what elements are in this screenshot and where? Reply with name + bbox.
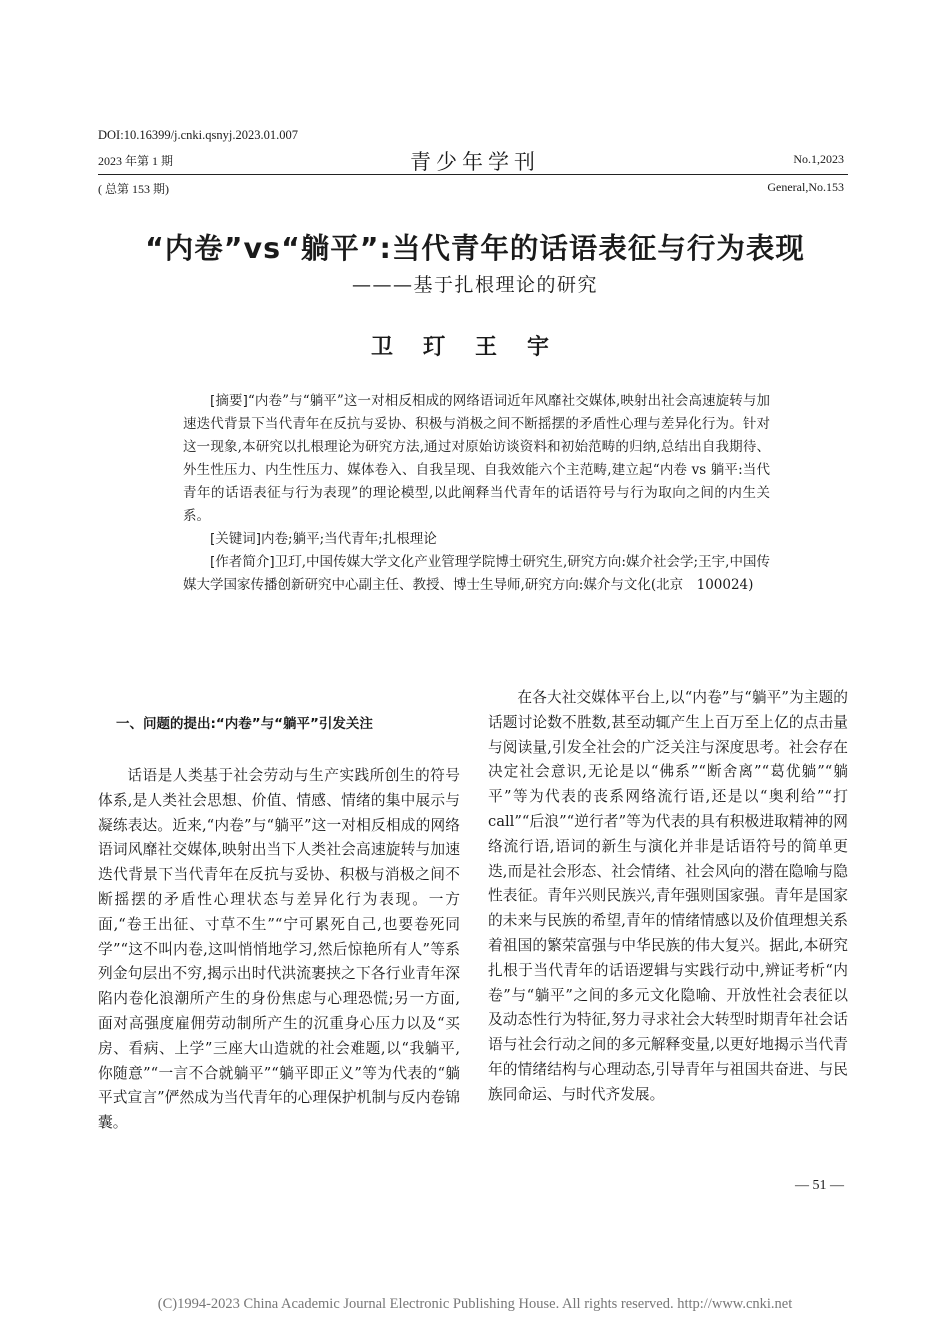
keywords-paragraph — [183, 528, 770, 551]
abstract-text: “内卷”与“躺平”这一对相反相成的网络语词近年风靡社交媒体,映射出社会高速旋转与加速迭代背景下当代青年在反抗与妥协、积极与消极之间不断摇摆的矛盾性心理与差异化行为。针对这一现象,本研究以扎根理论为研究方法,通过对原始访谈资料和初始范畴的归纳,总结出自我期待、外生性压力、内生性压力、媒体卷入、自我呈现、自我效能六个主范畴,建立起“内卷 vs 躺平:当代青年的话语表征与行为表现”的理论模型,以此阐释当代青年的话语符号与行为取向之间的内生关系。 — [183, 393, 770, 524]
issue-right: No.1,2023 — [793, 152, 844, 166]
article-subtitle: ———基于扎根理论的研究 — [351, 274, 598, 296]
article-authors: 卫玎王宇 — [370, 334, 579, 360]
abstract-label: [摘要] — [210, 393, 248, 409]
keywords-label: [关键词] — [210, 531, 262, 547]
issue-left: 2023 年第 1 期 — [98, 154, 174, 168]
author-info-text: 卫玎,中国传媒大学文化产业管理学院博士研究生,研究方向:媒介社会学;王宇,中国传媒大学国家传播创新研究中心副主任、教授、博士生导师,研究方向:媒介与文化(北京 100024) — [183, 554, 770, 593]
keywords-text: 内卷;躺平;当代青年;扎根理论 — [261, 531, 437, 547]
abstract-paragraph — [183, 390, 770, 528]
body-paragraph-1: 话语是人类基于社会劳动与生产实践所创生的符号体系,是人类社会思想、价值、情感、情绪的集中展示与凝练表达。近来,“内卷”与“躺平”这一对相反相成的网络语词风靡社交媒体,映射出当下人类社会高速旋转与加速迭代背景下当代青年在反抗与妥协、积极与消极之间不断摇摆的矛盾性心理状态与差异化行为表现。一方面,“卷王出征、寸草不生”“宁可累死自己,也要卷死同学”“这不叫内卷,这叫悄悄地学习,然后惊艳所有人”等系列金句层出不穷,揭示出时代洪流裹挟之下各行业青年深陷内卷化浪潮所产生的身份焦虑与心理恐慌;另一方面,面对高强度雇佣劳动制所产生的沉重身心压力以及“买房、看病、上学”三座大山造就的社会难题,以“我躺平,你随意”“一言不合就躺平”“躺平即正义”等为代表的“躺平式宣言”俨然成为当代青年的心理保护机制与反内卷锦囊。 — [98, 767, 460, 1132]
right-column — [488, 686, 848, 1108]
copyright-footer: (C)1994-2023 China Academic Journal Electronic Publishing House. All rights reserved. http://www.cnki.net — [157, 1296, 793, 1312]
body-paragraph-2: 在各大社交媒体平台上,以“内卷”与“躺平”为主题的话题讨论数不胜数,甚至动辄产生上百万至上亿的点击量与阅读量,引发全社会的广泛关注与深度思考。社会存在决定社会意识,无论是以“佛系”“断舍离”“葛优躺”“躺平”等为代表的丧系网络流行语,还是以“奥利给”“打 call”“后浪”“逆行者”等为代表的具有积极进取精神的网络流行语,语词的新生与演化并非是话语符号的简单更迭,而是社会形态、社会情绪、社会风向的潜在隐喻与隐性表征。青年兴则民族兴,青年强则国家强。青年是国家的未来与民族的希望,青年的情绪情感以及价值理想关系着祖国的繁荣富强与中华民族的伟大复兴。据此,本研究扎根于当代青年的话语逻辑与实践行动中,辨证考析“内卷”与“躺平”之间的多元文化隐喻、开放性社会表征以及动态性行为特征,努力寻求社会大转型时期青年社会话语与社会行动之间的多元解释变量,以更好地揭示当代青年的情绪结构与心理动态,引导青年与祖国共奋进、与民族同命运、与时代齐发展。 — [488, 689, 848, 1103]
journal-name: 青少年学刊 — [410, 150, 540, 174]
section-heading: 一、问题的提出:“内卷”与“躺平”引发关注 — [116, 716, 373, 732]
page-number: — 51 — — [795, 1178, 844, 1193]
left-column — [98, 712, 460, 1136]
total-issue-right: General,No.153 — [767, 180, 844, 194]
header-rule — [98, 174, 848, 175]
author-info-paragraph — [183, 551, 770, 597]
author-info-label: [作者简介] — [210, 554, 275, 570]
total-issue-left: ( 总第 153 期) — [98, 182, 169, 196]
abstract-block — [183, 390, 770, 597]
article-title: “内卷”vs“躺平”:当代青年的话语表征与行为表现 — [145, 232, 805, 265]
doi: DOI:10.16399/j.cnki.qsnyj.2023.01.007 — [98, 128, 298, 142]
